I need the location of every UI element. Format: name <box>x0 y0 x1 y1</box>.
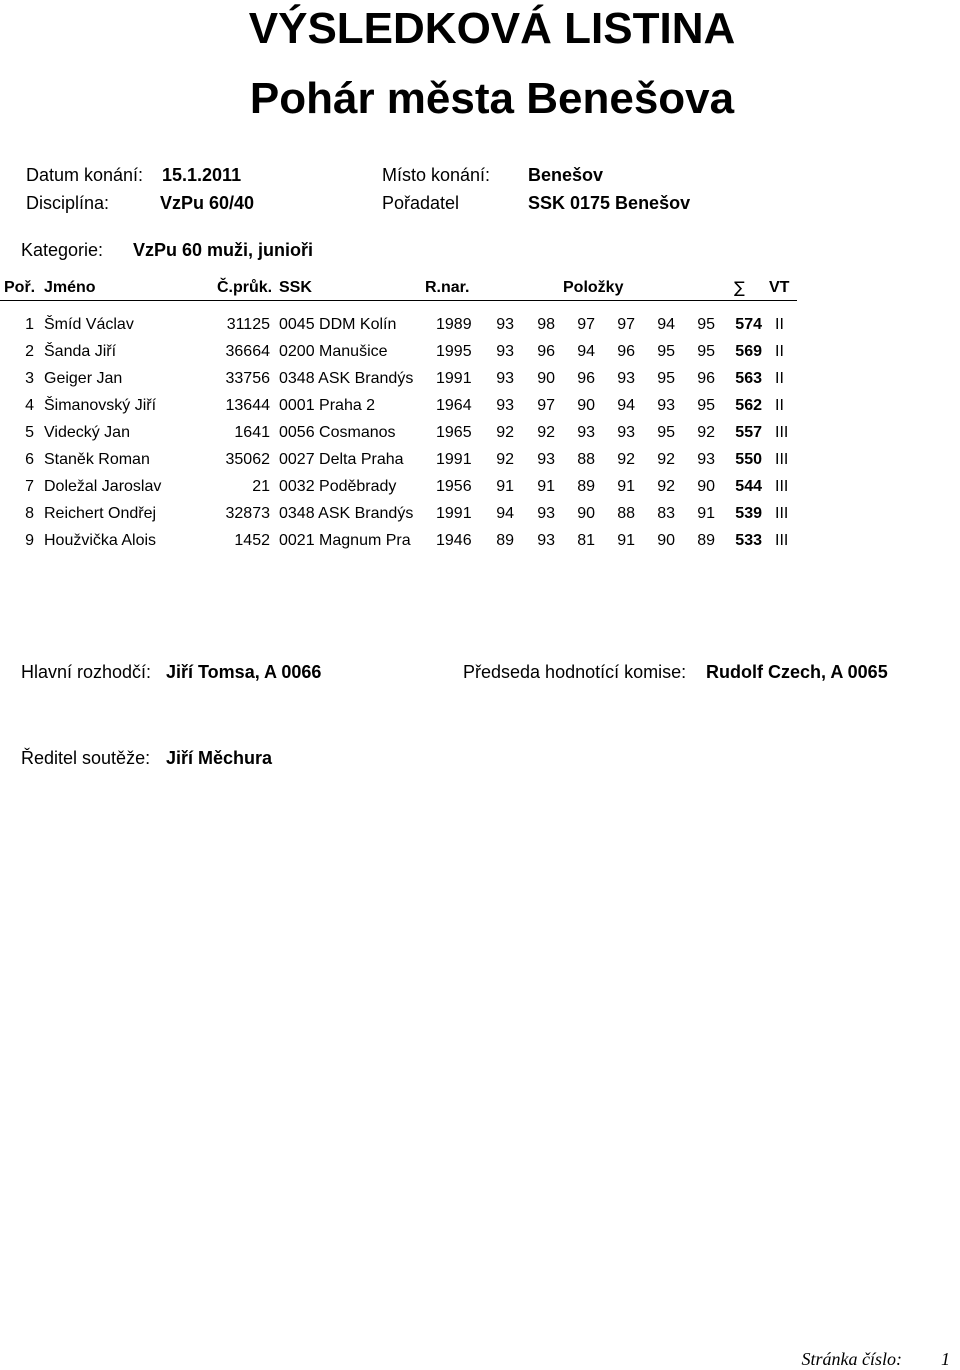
cell-total: 550 <box>735 451 762 468</box>
cell-total: 569 <box>735 343 762 360</box>
cell-score: 94 <box>577 343 595 360</box>
cell-total: 539 <box>735 505 762 522</box>
cell-score: 95 <box>697 343 715 360</box>
cell-score: 95 <box>657 424 675 441</box>
cell-id: 1641 <box>234 424 270 441</box>
cell-score: 93 <box>617 424 635 441</box>
cell-score: 90 <box>577 397 595 414</box>
cell-id: 32873 <box>225 505 270 522</box>
cell-score: 92 <box>496 424 514 441</box>
cell-score: 88 <box>617 505 635 522</box>
cell-vt: III <box>775 532 789 549</box>
cell-score: 96 <box>617 343 635 360</box>
table-row <box>0 395 800 417</box>
committee-value: Rudolf Czech, A 0065 <box>706 662 888 682</box>
cell-score: 95 <box>657 370 675 387</box>
cell-club: 0001 Praha 2 <box>279 397 376 414</box>
cell-name: Houžvička Alois <box>44 532 157 549</box>
cell-score: 94 <box>657 316 675 333</box>
cell-score: 93 <box>577 424 595 441</box>
cell-total: 574 <box>735 316 762 333</box>
cell-year: 1956 <box>436 478 472 495</box>
cell-club: 0056 Cosmanos <box>279 424 396 441</box>
document-title: VÝSLEDKOVÁ LISTINA <box>248 4 736 53</box>
cell-name: Doležal Jaroslav <box>44 478 162 495</box>
cell-vt: III <box>775 478 789 495</box>
discipline-value: VzPu 60/40 <box>160 193 255 213</box>
referee-value: Jiří Tomsa, A 0066 <box>166 662 322 682</box>
cell-total: 533 <box>735 532 762 549</box>
cell-total: 563 <box>735 370 762 387</box>
cell-score: 89 <box>697 532 715 549</box>
cell-pos: 1 <box>25 316 34 333</box>
director-label: Ředitel soutěže: <box>21 748 151 768</box>
header-name: Jméno <box>44 279 96 296</box>
cell-pos: 5 <box>25 424 34 441</box>
header-sum: ∑ <box>734 278 745 297</box>
cell-club: 0032 Poděbrady <box>279 478 397 495</box>
table-row <box>0 368 800 390</box>
cell-score: 88 <box>577 451 595 468</box>
cell-score: 95 <box>697 397 715 414</box>
cell-score: 90 <box>577 505 595 522</box>
header-vt: VT <box>769 279 790 296</box>
cell-name: Šmíd Václav <box>44 316 134 333</box>
header-divider <box>0 300 797 301</box>
cell-score: 92 <box>537 424 555 441</box>
cell-id: 31125 <box>226 316 270 333</box>
cell-score: 91 <box>537 478 555 495</box>
cell-score: 97 <box>617 316 635 333</box>
cell-score: 89 <box>496 532 514 549</box>
cell-score: 93 <box>537 532 555 549</box>
header-club: SSK <box>279 279 312 296</box>
cell-year: 1991 <box>436 451 472 468</box>
cell-score: 92 <box>697 424 715 441</box>
cell-vt: III <box>775 505 789 522</box>
cell-score: 93 <box>496 343 514 360</box>
table-row <box>0 341 800 363</box>
cell-name: Reichert Ondřej <box>44 505 157 522</box>
cell-id: 13644 <box>225 397 270 414</box>
table-row <box>0 314 800 336</box>
cell-score: 97 <box>537 397 555 414</box>
cell-club: 0348 ASK Brandýs <box>279 505 414 522</box>
cell-pos: 7 <box>25 478 34 495</box>
cell-id: 21 <box>252 478 270 495</box>
cell-score: 97 <box>577 316 595 333</box>
cell-total: 544 <box>735 478 762 495</box>
page-label: Stránka číslo: <box>801 1349 902 1369</box>
cell-year: 1964 <box>436 397 472 414</box>
cell-vt: II <box>775 397 784 414</box>
cell-score: 94 <box>496 505 514 522</box>
cell-id: 35062 <box>225 451 270 468</box>
cell-year: 1965 <box>436 424 472 441</box>
cell-year: 1991 <box>436 505 472 522</box>
cell-vt: II <box>775 343 784 360</box>
header-year: R.nar. <box>425 279 470 296</box>
cell-score: 95 <box>697 316 715 333</box>
cell-name: Geiger Jan <box>44 370 123 387</box>
cell-vt: II <box>775 316 784 333</box>
document-subtitle: Pohár města Benešova <box>249 74 735 123</box>
cell-vt: III <box>775 451 789 468</box>
table-row <box>0 503 800 525</box>
cell-year: 1946 <box>436 532 472 549</box>
cell-pos: 3 <box>25 370 34 387</box>
cell-year: 1991 <box>436 370 472 387</box>
cell-vt: II <box>775 370 784 387</box>
cell-name: Šanda Jiří <box>44 343 117 360</box>
cell-score: 91 <box>617 478 635 495</box>
cell-score: 90 <box>657 532 675 549</box>
place-label: Místo konání: <box>382 165 491 185</box>
cell-club: 0348 ASK Brandýs <box>279 370 414 387</box>
referee-label: Hlavní rozhodčí: <box>21 662 152 682</box>
cell-pos: 8 <box>25 505 34 522</box>
organizer-value: SSK 0175 Benešov <box>528 193 691 213</box>
cell-score: 93 <box>496 397 514 414</box>
cell-score: 92 <box>657 451 675 468</box>
table-row <box>0 449 800 471</box>
cell-score: 93 <box>537 451 555 468</box>
cell-score: 94 <box>617 397 635 414</box>
cell-name: Staněk Roman <box>44 451 150 468</box>
organizer-label: Pořadatel <box>382 193 460 213</box>
cell-name: Šimanovský Jiří <box>44 397 157 414</box>
cell-total: 562 <box>735 397 762 414</box>
cell-score: 91 <box>697 505 715 522</box>
cell-score: 95 <box>657 343 675 360</box>
cell-pos: 6 <box>25 451 34 468</box>
cell-score: 93 <box>537 505 555 522</box>
cell-score: 89 <box>577 478 595 495</box>
cell-score: 93 <box>617 370 635 387</box>
cell-score: 96 <box>697 370 715 387</box>
page-number: 1 <box>941 1349 950 1369</box>
cell-score: 92 <box>617 451 635 468</box>
table-row <box>0 476 800 498</box>
category-label: Kategorie: <box>21 240 104 260</box>
cell-pos: 9 <box>25 532 34 549</box>
table-row <box>0 422 800 444</box>
cell-id: 1452 <box>234 532 270 549</box>
cell-score: 93 <box>496 316 514 333</box>
cell-pos: 4 <box>25 397 34 414</box>
committee-label: Předseda hodnotící komise: <box>463 662 687 682</box>
page-footer <box>801 1348 951 1369</box>
cell-score: 93 <box>496 370 514 387</box>
cell-id: 33756 <box>225 370 270 387</box>
cell-club: 0200 Manušice <box>279 343 388 360</box>
table-row <box>0 530 800 552</box>
director-value: Jiří Měchura <box>166 748 273 768</box>
cell-score: 98 <box>537 316 555 333</box>
cell-score: 96 <box>537 343 555 360</box>
cell-club: 0021 Magnum Pra <box>279 532 411 549</box>
cell-score: 92 <box>657 478 675 495</box>
date-value: 15.1.2011 <box>162 165 242 185</box>
header-pos: Poř. <box>4 279 36 296</box>
cell-vt: III <box>775 424 789 441</box>
cell-score: 91 <box>496 478 514 495</box>
cell-score: 96 <box>577 370 595 387</box>
cell-pos: 2 <box>25 343 34 360</box>
cell-score: 92 <box>496 451 514 468</box>
cell-score: 90 <box>537 370 555 387</box>
discipline-label: Disciplína: <box>26 193 110 213</box>
cell-total: 557 <box>735 424 762 441</box>
cell-score: 90 <box>697 478 715 495</box>
cell-score: 93 <box>657 397 675 414</box>
cell-year: 1995 <box>436 343 472 360</box>
cell-year: 1989 <box>436 316 472 333</box>
cell-club: 0045 DDM Kolín <box>279 316 397 333</box>
cell-score: 91 <box>617 532 635 549</box>
cell-score: 81 <box>577 532 595 549</box>
category-value: VzPu 60 muži, junioři <box>133 240 314 260</box>
date-label: Datum konání: <box>26 165 144 185</box>
cell-score: 83 <box>657 505 675 522</box>
cell-id: 36664 <box>225 343 270 360</box>
header-items: Položky <box>563 279 624 296</box>
place-value: Benešov <box>528 165 604 185</box>
cell-name: Videcký Jan <box>44 424 130 441</box>
cell-club: 0027 Delta Praha <box>279 451 404 468</box>
cell-score: 93 <box>697 451 715 468</box>
header-id: Č.průk. <box>217 279 273 296</box>
